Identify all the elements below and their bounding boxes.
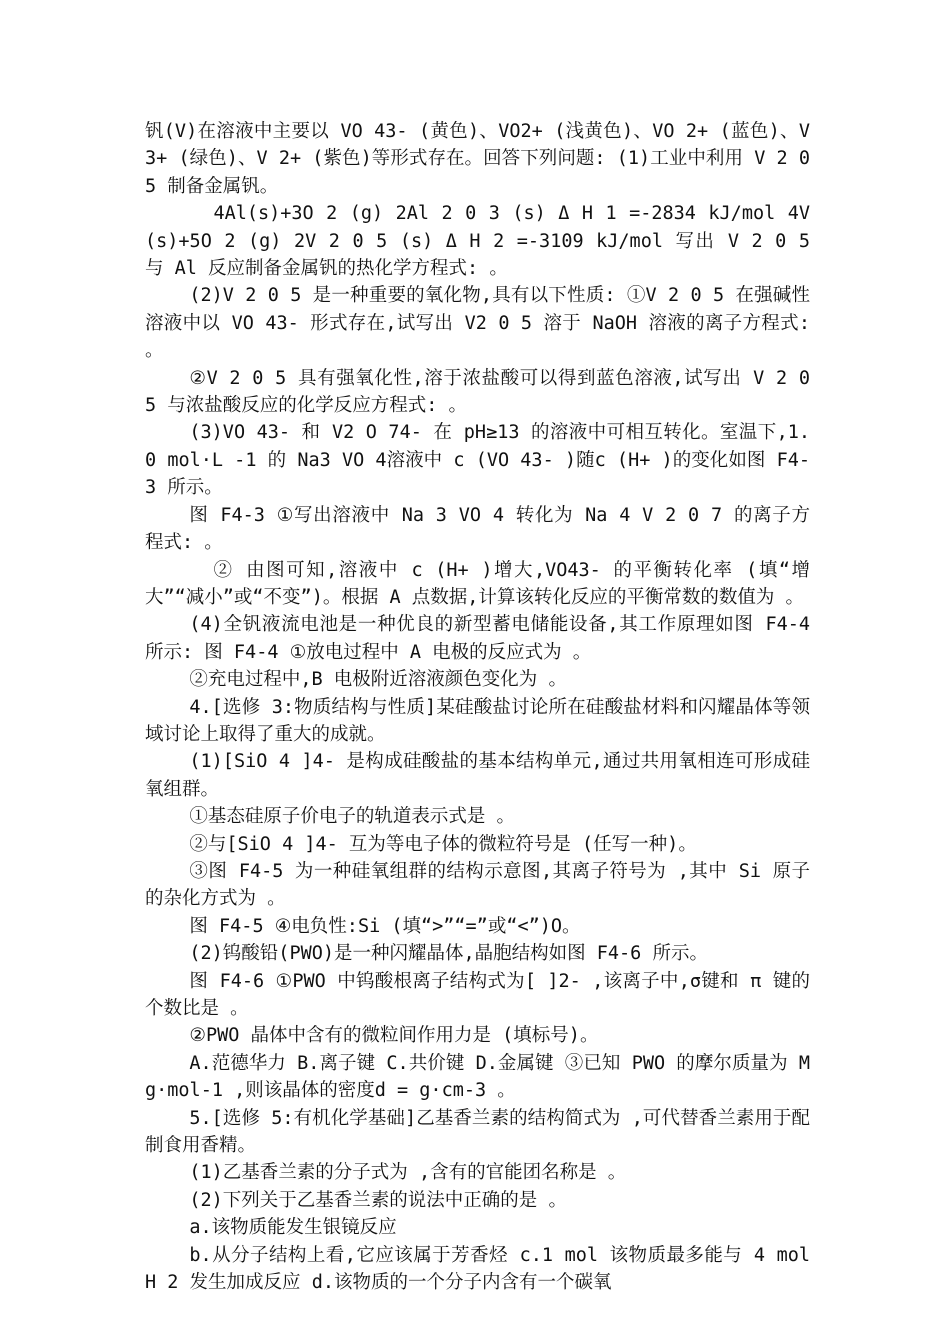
paragraph-s4-q1-3: ③图 F4-5 为一种硅氧组群的结构示意图,其离子符号为 ,其中 Si 原子的杂化方式为 。 <box>145 860 810 910</box>
paragraph-s5-q1: (1)乙基香兰素的分子式为 ,含有的官能团名称是 。 <box>189 1162 627 1184</box>
document-body <box>145 118 810 1296</box>
paragraph-q3-1: 图 F4-3 ①写出溶液中 Na 3 VO 4 转化为 Na 4 V 2 0 7 的离子方程式: 。 <box>145 504 810 554</box>
paragraph-s5-option-bcd: b.从分子结构上看,它应该属于芳香烃 c.1 mol 该物质最多能与 4 mol H 2 发生加成反应 d.该物质的一个分子内含有一个碳氧 <box>145 1244 810 1294</box>
paragraph-q3-2: ② 由图可知,溶液中 c (H+ )增大,VO43- 的平衡转化率 (填“增大”“减小”或“不变”)。根据 A 点数据,计算该转化反应的平衡常数的数值为 。 <box>145 559 810 608</box>
paragraph-q3: (3)VO 43- 和 V2 O 74- 在 pH≥13 的溶液中可相互转化。室温下,1.0 mol·L -1 的 Na3 VO 4溶液中 c (VO 43- )随c (H+ )的变化如图 F4-3 所示。 <box>145 422 810 499</box>
paragraph-s5-option-a: a.该物质能发生银镜反应 <box>189 1217 397 1239</box>
paragraph-s4-q2-3: A.范德华力 B.离子键 C.共价键 D.金属键 ③已知 PWO 的摩尔质量为 M g·mol-1 ,则该晶体的密度d = g·cm-3 。 <box>145 1052 810 1102</box>
paragraph-intro: 钒(V)在溶液中主要以 VO 43- (黄色)、VO2+ (浅黄色)、VO 2+ (蓝色)、V 3+ (绿色)、V 2+ (紫色)等形式存在。回答下列问题: (1)工业中利用 V 2 0 5 制备金属钒。 <box>145 121 810 197</box>
paragraph-s4-q2: (2)钨酸铅(PWO)是一种闪耀晶体,晶胞结构如图 F4-6 所示。 <box>189 943 708 965</box>
paragraph-q2-2: ②V 2 0 5 具有强氧化性,溶于浓盐酸可以得到蓝色溶液,试写出 V 2 0 5 与浓盐酸反应的化学反应方程式: 。 <box>145 367 810 417</box>
paragraph-q2-1: (2)V 2 0 5 是一种重要的氧化物,具有以下性质: ①V 2 0 5 在强碱性溶液中以 VO 43- 形式存在,试写出 V2 0 5 溶于 NaOH 溶液的离子方程式: 。 <box>145 285 810 362</box>
paragraph-s4-q1-1: ①基态硅原子价电子的轨道表示式是 。 <box>189 806 516 828</box>
paragraph-s5-q2: (2)下列关于乙基香兰素的说法中正确的是 。 <box>189 1189 567 1211</box>
paragraph-s4-q2-2: ②PWO 晶体中含有的微粒间作用力是 (填标号)。 <box>189 1025 599 1047</box>
paragraph-s4-q1: (1)[SiO 4 ]4- 是构成硅酸盐的基本结构单元,通过共用氧相连可形成硅氧组群。 <box>145 751 810 800</box>
paragraph-s4-q2-1: 图 F4-6 ①PWO 中钨酸根离子结构式为[ ]2- ,该离子中,σ键和 π 键的个数比是 。 <box>145 970 810 1019</box>
paragraph-q4-2: ②充电过程中,B 电极附近溶液颜色变化为 。 <box>189 669 567 691</box>
paragraph-s4-q1-4: 图 F4-5 ④电负性:Si (填“>”“=”或“<”)O。 <box>189 915 581 937</box>
paragraph-q4: (4)全钒液流电池是一种优良的新型蓄电储能设备,其工作原理如图 F4-4 所示: 图 F4-4 ①放电过程中 A 电极的反应式为 。 <box>145 614 810 663</box>
paragraph-thermo-equations: 4Al(s)+3O 2 (g) 2Al 2 0 3 (s) Δ H 1 =-2834 kJ/mol 4V(s)+5O 2 (g) 2V 2 0 5 (s) Δ H 2 =-3109 kJ/mol 写出 V 2 0 5 与 Al 反应制备金属钒的热化学方程式: 。 <box>145 203 810 280</box>
paragraph-section5: 5.[选修 5:有机化学基础]乙基香兰素的结构简式为 ,可代替香兰素用于配制食用香精。 <box>145 1107 810 1157</box>
paragraph-section4: 4.[选修 3:物质结构与性质]某硅酸盐讨论所在硅酸盐材料和闪耀晶体等领域讨论上取得了重大的成就。 <box>145 696 810 745</box>
paragraph-s4-q1-2: ②与[SiO 4 ]4- 互为等电子体的微粒符号是 (任写一种)。 <box>189 833 697 855</box>
